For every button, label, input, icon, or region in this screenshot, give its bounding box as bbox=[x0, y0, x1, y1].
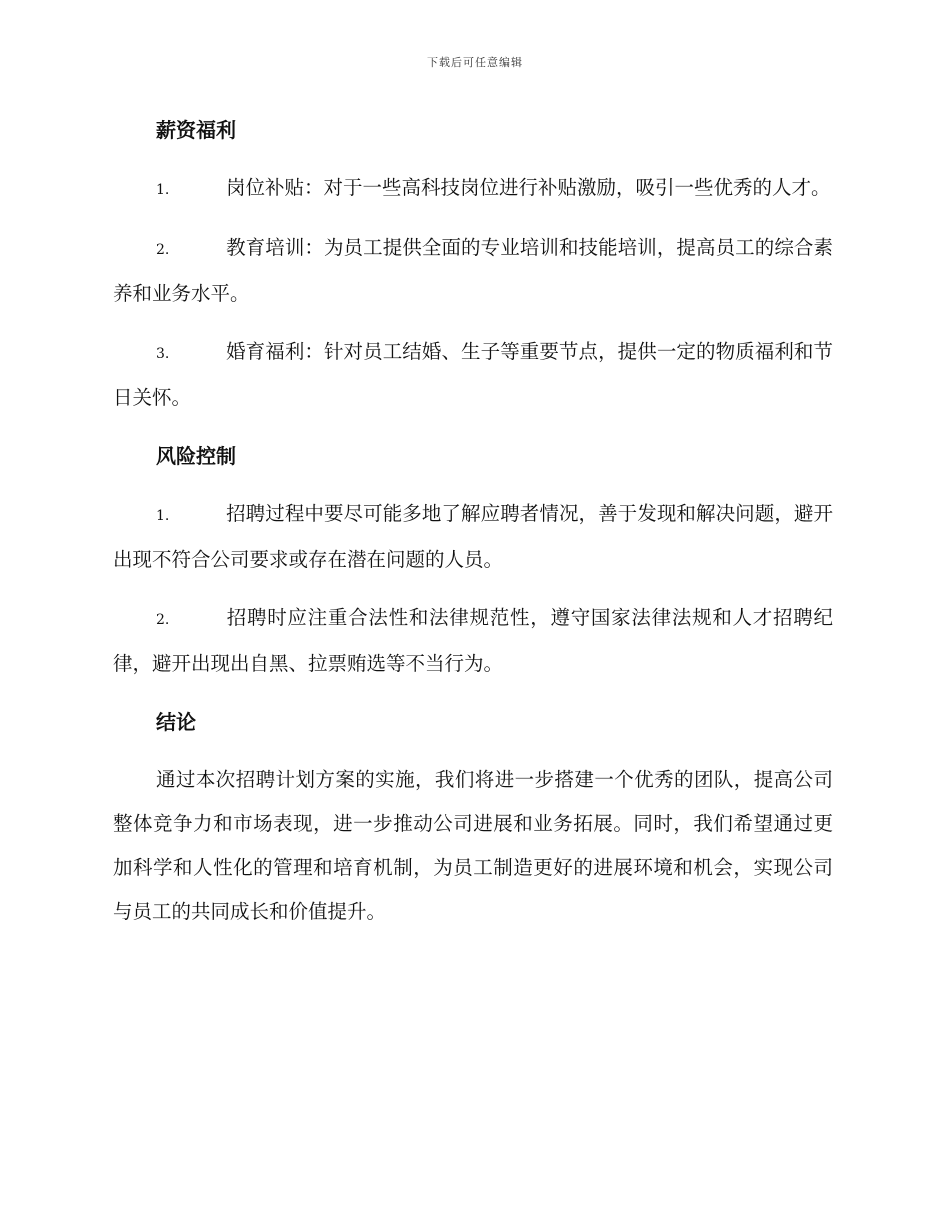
list-number: 3. bbox=[156, 346, 170, 362]
list-number: 2. bbox=[156, 242, 170, 258]
list-number: 1. bbox=[156, 508, 170, 524]
list-item bbox=[113, 226, 833, 316]
document-body bbox=[113, 108, 833, 948]
list-number: 1. bbox=[156, 182, 170, 198]
list-item-text: 教育培训：为员工提供全面的专业培训和技能培训，提高员工的综合素养和业务水平。 bbox=[113, 236, 833, 305]
section-heading-conclusion: 结论 bbox=[156, 710, 196, 734]
list-item-text: 招聘过程中要尽可能多地了解应聘者情况，善于发现和解决问题，避开出现不符合公司要求或存在潜在问题的人员。 bbox=[113, 502, 833, 571]
list-item-text: 招聘时应注重合法性和法律规范性，遵守国家法律法规和人才招聘纪律，避开出现出自黑、拉票贿选等不当行为。 bbox=[113, 606, 833, 675]
section-heading-benefits: 薪资福利 bbox=[156, 118, 236, 142]
list-item bbox=[113, 330, 833, 420]
list-item bbox=[113, 596, 833, 686]
list-item-text: 岗位补贴：对于一些高科技岗位进行补贴激励，吸引一些优秀的人才。 bbox=[226, 176, 831, 199]
section-heading-risk: 风险控制 bbox=[156, 444, 236, 468]
list-number: 2. bbox=[156, 612, 170, 628]
list-item-text: 婚育福利：针对员工结婚、生子等重要节点，提供一定的物质福利和节日关怀。 bbox=[113, 340, 833, 409]
list-item bbox=[113, 166, 833, 212]
page-header: 下载后可任意编辑 bbox=[427, 56, 523, 69]
conclusion-paragraph: 通过本次招聘计划方案的实施，我们将进一步搭建一个优秀的团队，提高公司整体竞争力和市场表现，进一步推动公司进展和业务拓展。同时，我们希望通过更加科学和人性化的管理和培育机制，为员工制造更好的进展环境和机会，实现公司与员工的共同成长和价值提升。 bbox=[113, 768, 833, 923]
list-item bbox=[113, 492, 833, 582]
